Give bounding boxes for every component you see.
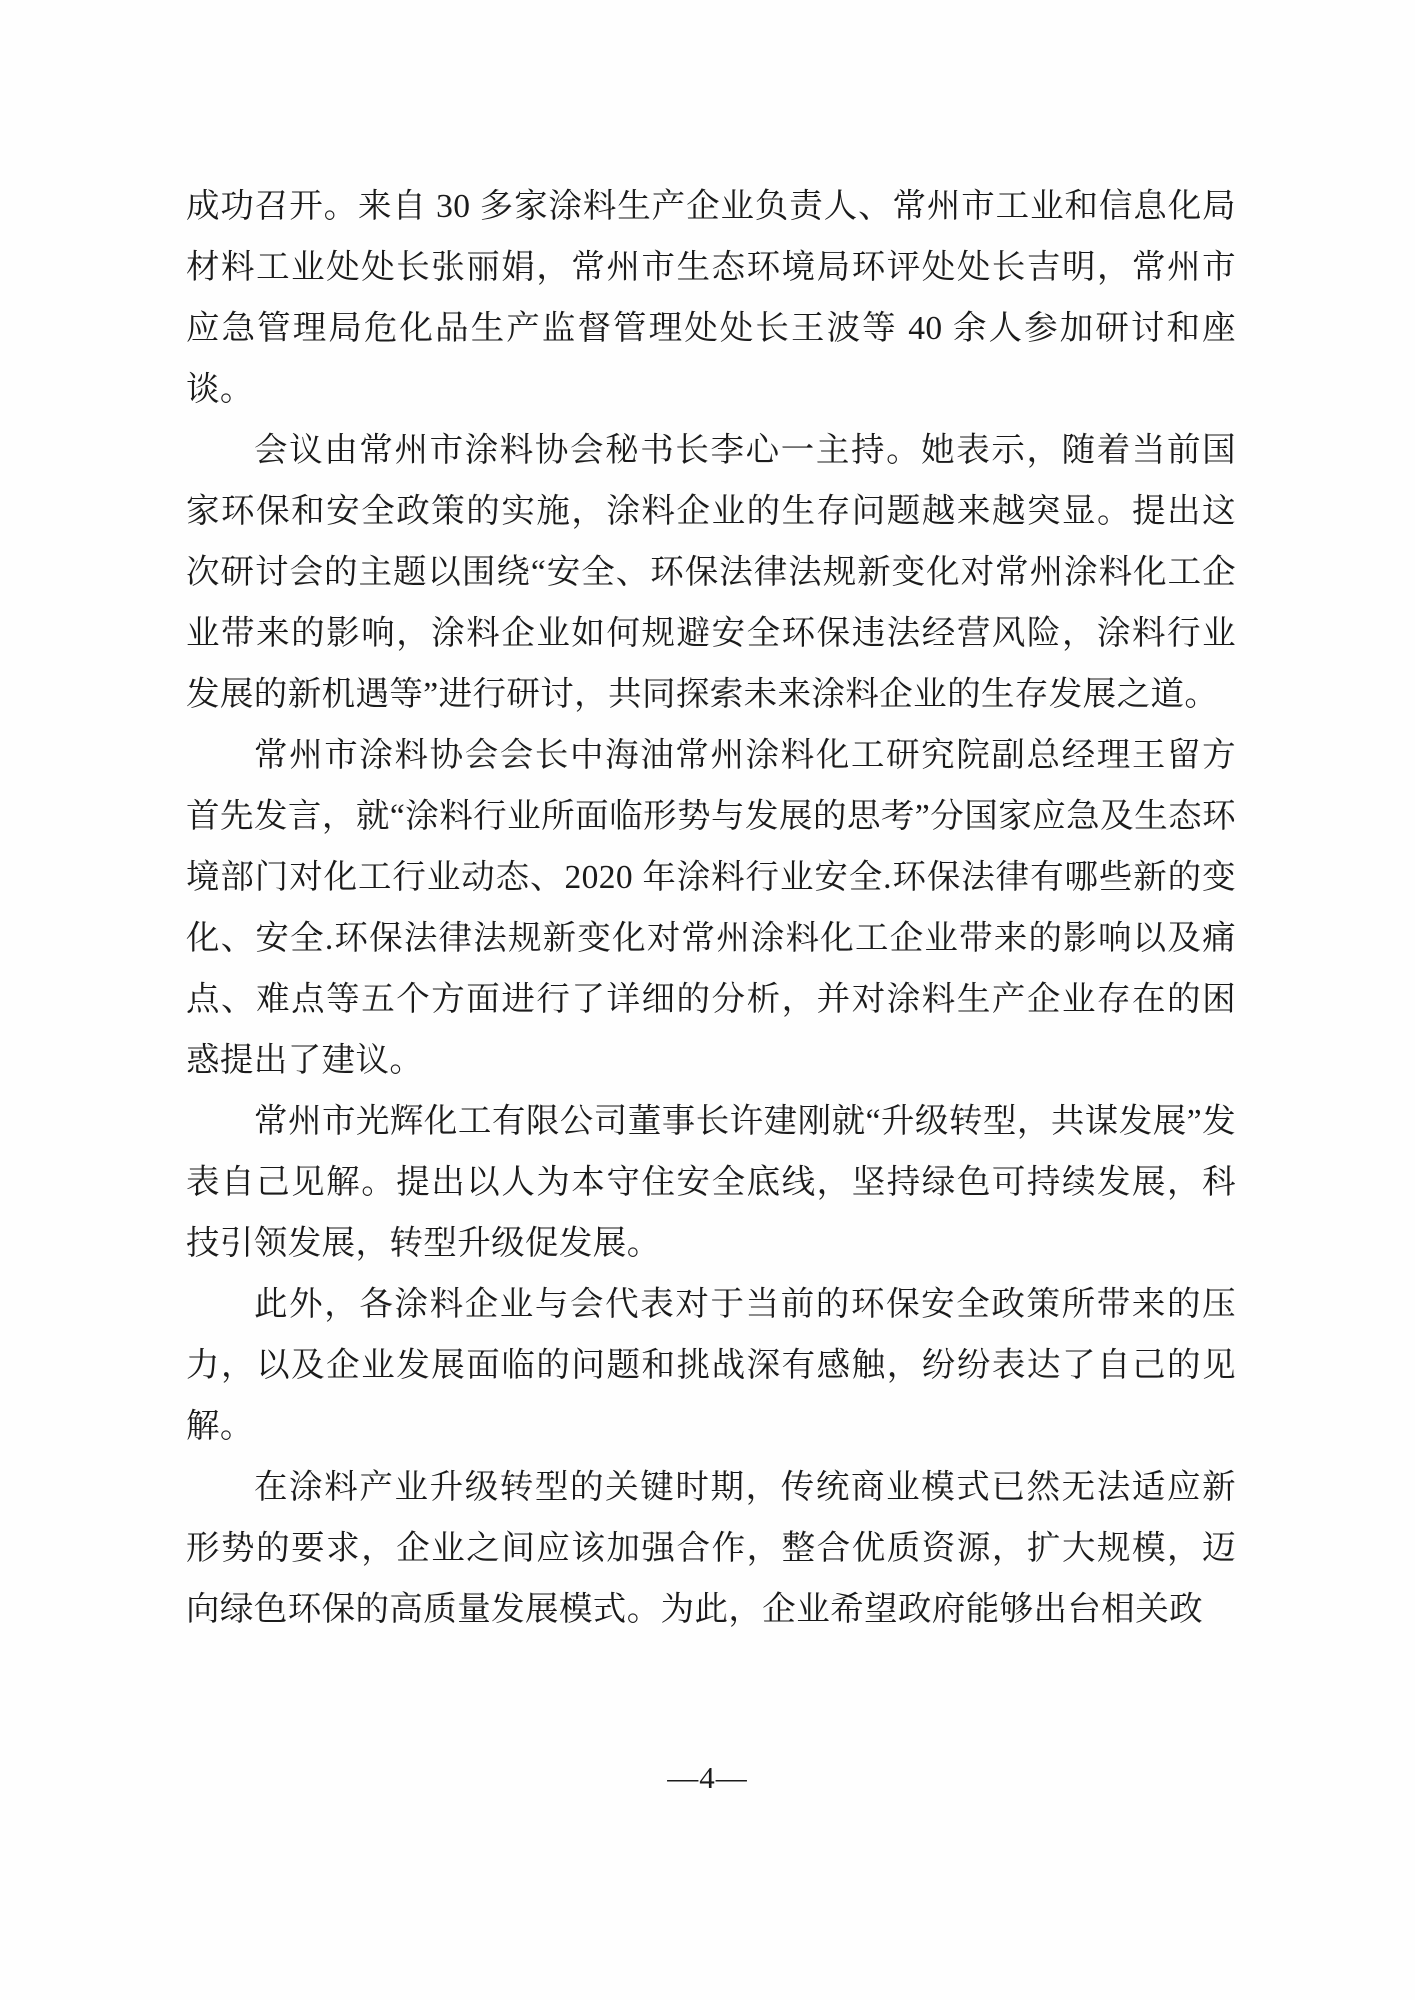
paragraph: 成功召开。来自 30 多家涂料生产企业负责人、常州市工业和信息化局材料工业处处长张丽娟，常州市生态环境局环评处处长吉明，常州市应急管理局危化品生产监督管理处处长王波等 40 余人参加研讨和座谈。 [186,188,1236,408]
paragraph: 会议由常州市涂料协会秘书长李心一主持。她表示，随着当前国家环保和安全政策的实施，涂料企业的生存问题越来越突显。提出这次研讨会的主题以围绕“安全、环保法律法规新变化对常州涂料化工企业带来的影响，涂料企业如何规避安全环保违法经营风险，涂料行业发展的新机遇等”进行研讨，共同探索未来涂料企业的生存发展之道。 [186,432,1236,713]
paragraph: 在涂料产业升级转型的关键时期，传统商业模式已然无法适应新形势的要求，企业之间应该加强合作，整合优质资源，扩大规模，迈向绿色环保的高质量发展模式。为此，企业希望政府能够出台相关政 [186,1469,1236,1628]
paragraph: 常州市光辉化工有限公司董事长许建刚就“升级转型，共谋发展”发表自己见解。提出以人为本守住安全底线，坚持绿色可持续发展，科技引领发展，转型升级促发展。 [186,1103,1236,1262]
page-number: —4— [667,1760,748,1795]
page-body [186,176,1236,1640]
paragraph: 此外，各涂料企业与会代表对于当前的环保安全政策所带来的压力，以及企业发展面临的问题和挑战深有感触，纷纷表达了自己的见解。 [186,1286,1236,1445]
paragraph: 常州市涂料协会会长中海油常州涂料化工研究院副总经理王留方首先发言，就“涂料行业所面临形势与发展的思考”分国家应急及生态环境部门对化工行业动态、2020 年涂料行业安全.环保法律有哪些新的变化、安全.环保法律法规新变化对常州涂料化工企业带来的影响以及痛点、难点等五个方面进行了详细的分析，并对涂料生产企业存在的困惑提出了建议。 [186,737,1236,1079]
